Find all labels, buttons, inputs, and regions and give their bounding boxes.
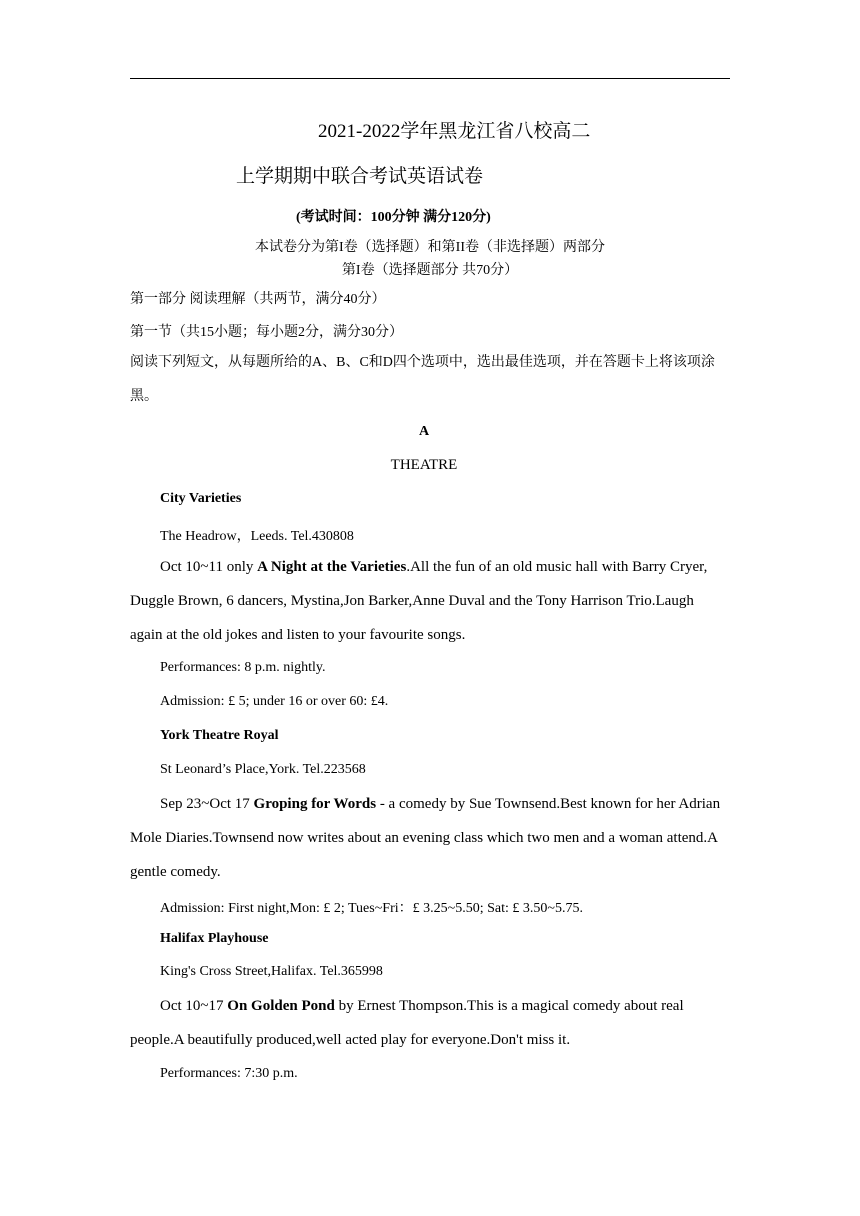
show-description: by Ernest Thompson.This is a magical comedy about real people.A beautifully produced,well acted play for everyone.Don't miss it. (130, 998, 684, 1048)
venue-performances: Performances: 8 p.m. nightly. (160, 660, 326, 675)
show-date: Oct 10~11 only (160, 559, 258, 575)
passage-heading: THEATRE (390, 457, 458, 473)
show-title: Groping for Words (253, 796, 377, 812)
venue-name: City Varieties (160, 491, 242, 506)
section-heading: 第一节（共15小题；每小题2分，满分30分） (130, 325, 403, 340)
exam-title-line1: 2021-2022学年黑龙江省八校高二 (318, 121, 591, 142)
header-rule (130, 78, 730, 79)
show-description: .All the fun of an old music hall with Barry Cryer, Duggle Brown, 6 dancers, Mystina,Jon Barker,Anne Duval and the Tony Harrison Trio.Laugh again at the old jokes and listen to your favourite songs. (130, 559, 708, 643)
passage-letter: A (418, 424, 430, 439)
venue-description (130, 550, 730, 652)
show-description: - a comedy by Sue Townsend.Best known for her Adrian Mole Diaries.Townsend now writes about an evening class which two men and a woman attend.A gentle comedy. (130, 796, 721, 880)
exam-title-line2: 上学期期中联合考试英语试卷 (236, 166, 484, 187)
venue-address: St Leonard’s Place,York. Tel.223568 (160, 762, 366, 777)
volume-line: 第I卷（选择题部分 共70分） (341, 263, 519, 278)
structure-line: 本试卷分为第I卷（选择题）和第II卷（非选择题）两部分 (255, 240, 605, 255)
venue-name: Halifax Playhouse (160, 931, 269, 946)
show-title: On Golden Pond (227, 998, 335, 1014)
venue-description (130, 787, 730, 889)
show-date: Sep 23~Oct 17 (160, 796, 254, 812)
show-title: A Night at the Varieties (257, 559, 407, 575)
venue-admission: Admission: £ 5; under 16 or over 60: £4. (160, 694, 389, 709)
venue-address: King's Cross Street,Halifax. Tel.365998 (160, 964, 383, 979)
directions: 阅读下列短文，从每题所给的A、B、C和D四个选项中，选出最佳选项，并在答题卡上将该项涂黑。 (130, 355, 715, 404)
venue-description (130, 989, 730, 1057)
part-heading: 第一部分 阅读理解（共两节，满分40分） (130, 292, 386, 307)
venue-admission: Admission: First night,Mon: £ 2; Tues~Fri：£ 3.25~5.50; Sat: £ 3.50~5.75. (160, 901, 583, 916)
venue-performances: Performances: 7:30 p.m. (160, 1066, 298, 1081)
venue-name: York Theatre Royal (160, 728, 279, 743)
exam-info: (考试时间：100分钟 满分120分) (296, 210, 491, 225)
venue-address: The Headrow，Leeds. Tel.430808 (160, 529, 354, 544)
show-date: Oct 10~17 (160, 998, 228, 1014)
